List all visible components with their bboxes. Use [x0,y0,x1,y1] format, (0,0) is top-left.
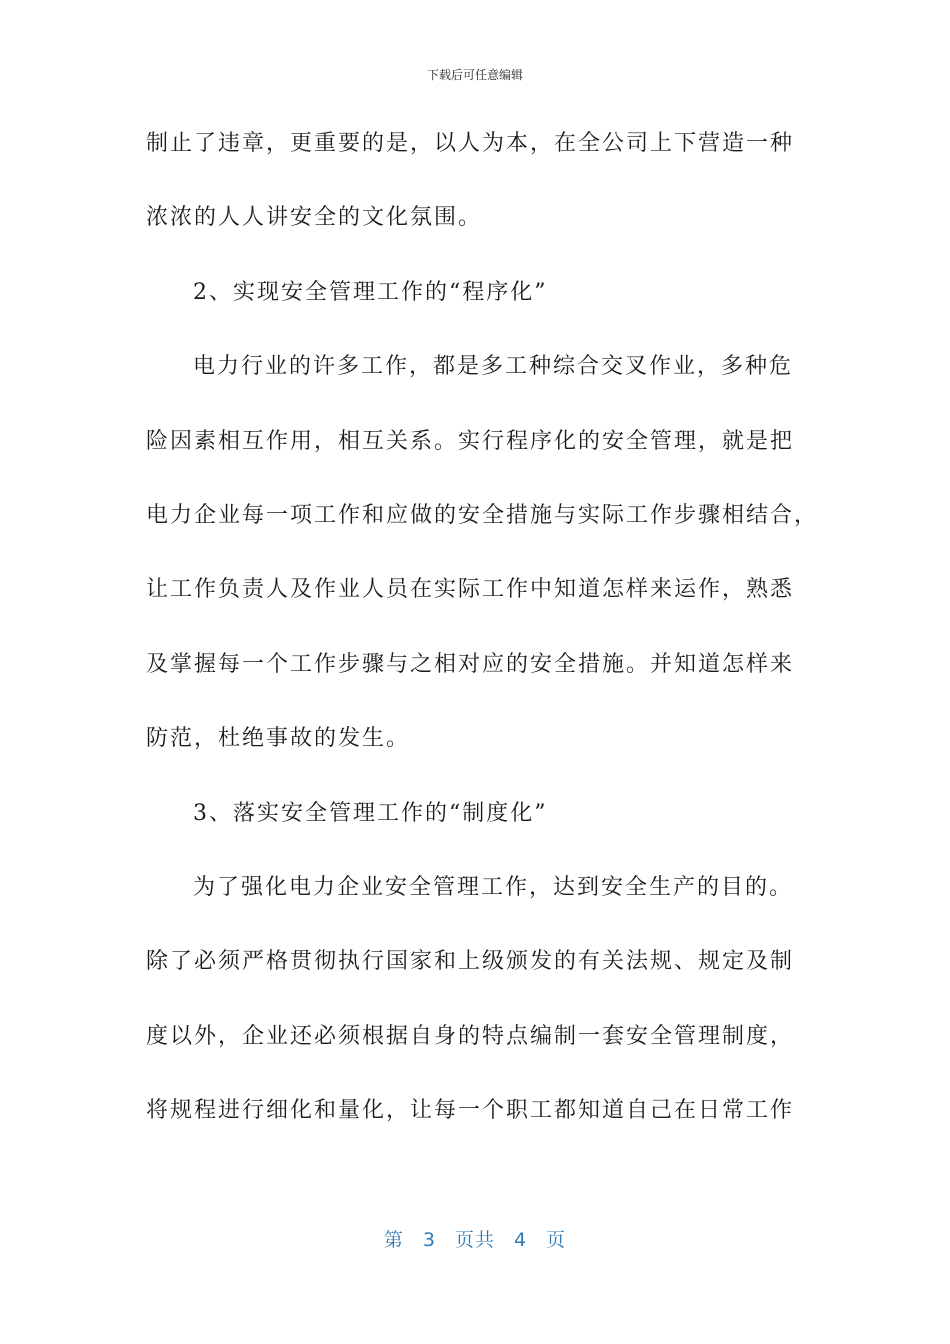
text-line: 为了强化电力企业安全管理工作，达到安全生产的目的。 [193,874,794,900]
section-heading: 2、实现安全管理工作的“程序化” [193,279,548,305]
text-line: 让工作负责人及作业人员在实际工作中知道怎样来运作，熟悉 [146,577,795,603]
text-line: 及掌握每一个工作步骤与之相对应的安全措施。并知道怎样来 [146,651,795,677]
text-line: 险因素相互作用，相互关系。实行程序化的安全管理，就是把 [146,428,795,454]
document-body [146,118,826,1159]
text-line: 电力行业的许多工作，都是多工种综合交叉作业，多种危 [193,354,794,380]
text-line: 防范，杜绝事故的发生。 [146,726,411,752]
text-line: 度以外，企业还必须根据自身的特点编制一套安全管理制度， [146,1023,795,1049]
header-note: 下载后可任意编辑 [426,68,523,82]
text-line: 除了必须严格贯彻执行国家和上级颁发的有关法规、规定及制 [146,949,795,975]
text-line: 制止了违章，更重要的是，以人为本，在全公司上下营造一种 [146,131,795,156]
page-number-footer: 第 3 页共 4 页 [383,1229,567,1251]
section-heading: 3、落实安全管理工作的“制度化” [193,800,548,826]
text-line: 浓浓的人人讲安全的文化氛围。 [146,205,483,231]
text-line: 电力企业每一项工作和应做的安全措施与实际工作步骤相结合， [146,502,819,528]
text-line: 将规程进行细化和量化，让每一个职工都知道自己在日常工作 [146,1098,795,1124]
